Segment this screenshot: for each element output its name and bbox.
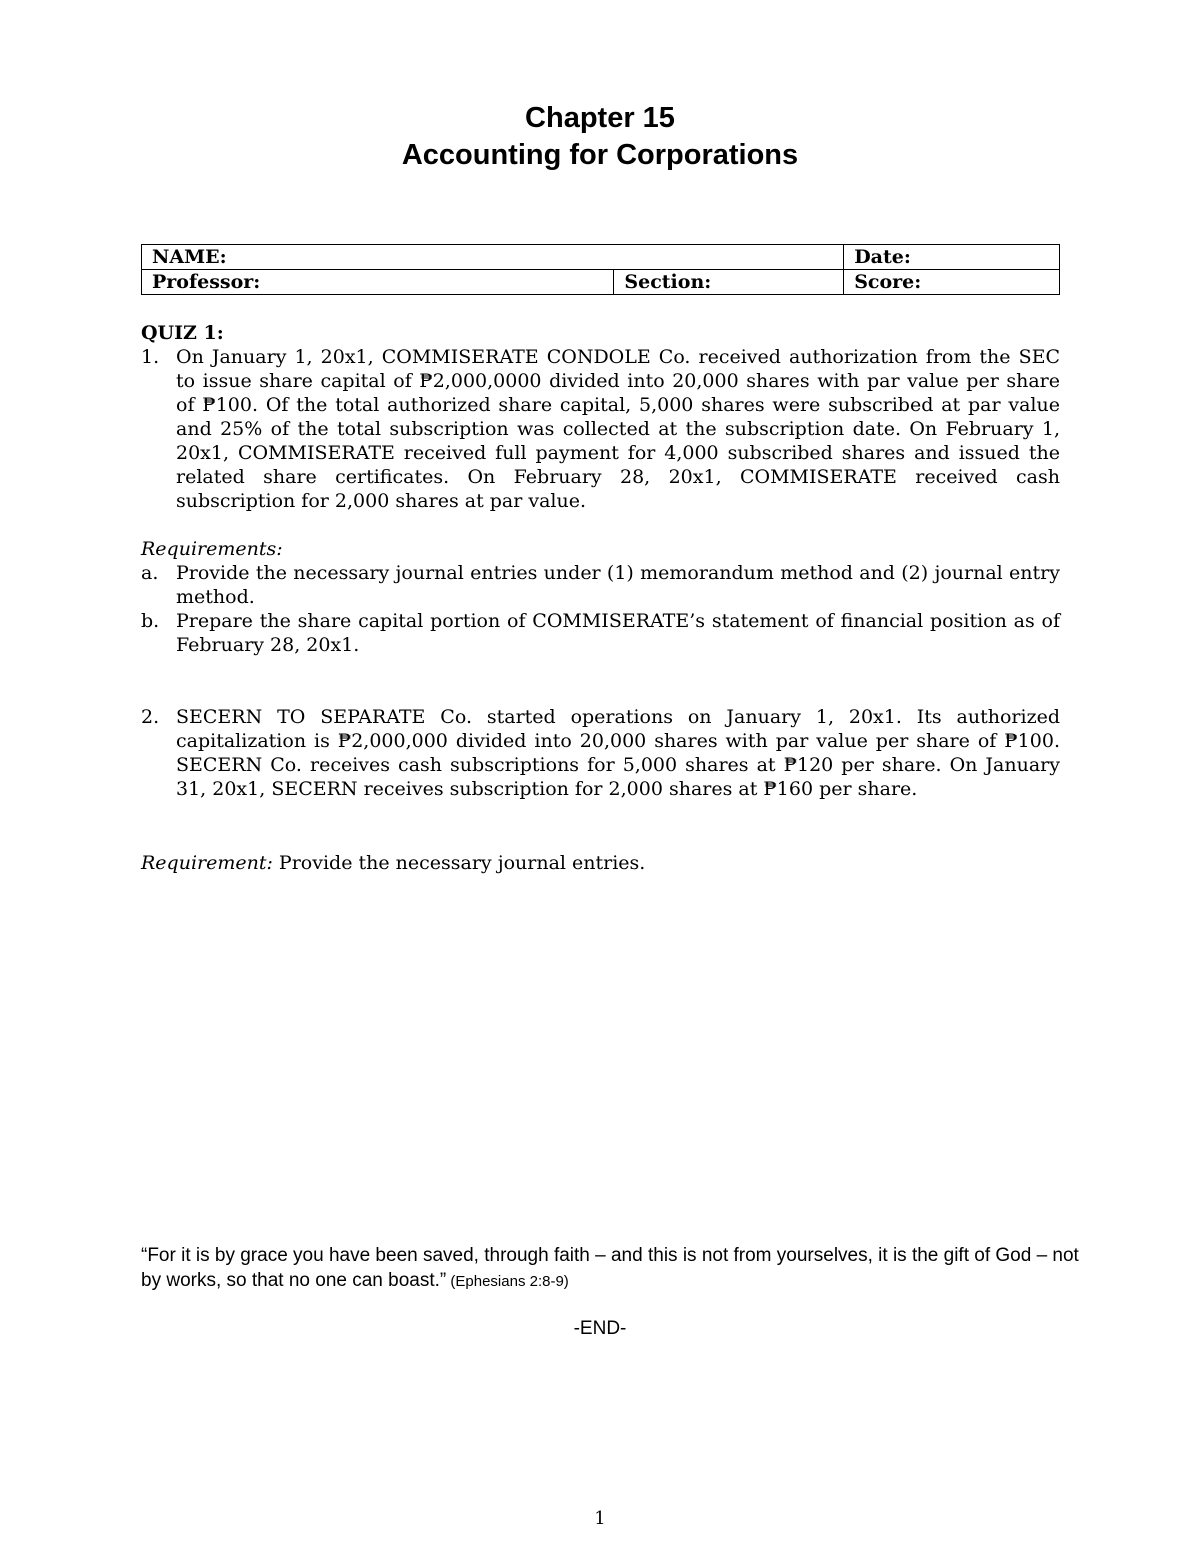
quiz-heading: QUIZ 1: — [141, 322, 224, 344]
requirement-a — [141, 561, 1060, 609]
requirement-b-text: Prepare the share capital portion of COMMISERATE’s statement of financial position as of February 28, 20x1. — [176, 610, 1060, 656]
quote-reference: (Ephesians 2:8-9) — [446, 1273, 569, 1290]
section-cell[interactable]: Section: — [614, 270, 844, 295]
date-cell[interactable]: Date: — [844, 245, 1060, 270]
info-row-name — [142, 245, 1060, 270]
chapter-heading: Chapter 15 — [525, 102, 675, 134]
document-title — [0, 100, 1200, 174]
requirements-label: Requirements: — [141, 538, 283, 560]
chapter-title: Accounting for Corporations — [401, 139, 799, 171]
requirement-b — [141, 609, 1060, 657]
question-2-number: 2. — [141, 706, 160, 728]
question-2-text: SECERN TO SEPARATE Co. started operations on January 1, 20x1. Its authorized capitalization is ₱2,000,000 divided into 20,000 shares with par value per share of ₱100. SECERN Co. receives cash subscriptions for 5,000 shares at ₱120 per share. On January 31, 20x1, SECERN receives subscription for 2,000 shares at ₱160 per share. — [176, 706, 1060, 800]
requirement-a-text: Provide the necessary journal entries under (1) memorandum method and (2) journal entry method. — [176, 562, 1060, 608]
requirement-b-letter: b. — [141, 610, 160, 632]
name-cell[interactable]: NAME: — [142, 245, 844, 270]
question-1 — [141, 345, 1060, 513]
question-1-number: 1. — [141, 346, 160, 368]
professor-cell[interactable]: Professor: — [142, 270, 614, 295]
requirement-a-letter: a. — [141, 562, 159, 584]
requirement-text: Provide the necessary journal entries. — [272, 852, 646, 874]
end-marker: -END- — [573, 1318, 627, 1339]
quote-text: “For it is by grace you have been saved, through faith – and this is not from yourselves, it is the gift of God – not by works, so that no one can boast.” — [141, 1245, 1079, 1291]
bible-quote — [141, 1243, 1081, 1294]
question-2-requirement — [141, 851, 1060, 875]
question-2 — [141, 705, 1060, 801]
student-info-table — [141, 244, 1060, 295]
requirement-label: Requirement: — [141, 852, 273, 874]
question-1-text: On January 1, 20x1, COMMISERATE CONDOLE Co. received authorization from the SEC to issue share capital of ₱2,000,0000 divided into 20,000 shares with par value per share of ₱100. Of the total authorized share capital, 5,000 shares were subscribed at par value and 25% of the total subscription was collected at the subscription date. On February 1, 20x1, COMMISERATE received full payment for 4,000 subscribed shares and issued the related share certificates. On February 28, 20x1, COMMISERATE received cash subscription for 2,000 shares at par value. — [176, 346, 1060, 512]
info-row-professor — [142, 270, 1060, 295]
page-number: 1 — [594, 1508, 606, 1529]
score-cell[interactable]: Score: — [844, 270, 1060, 295]
